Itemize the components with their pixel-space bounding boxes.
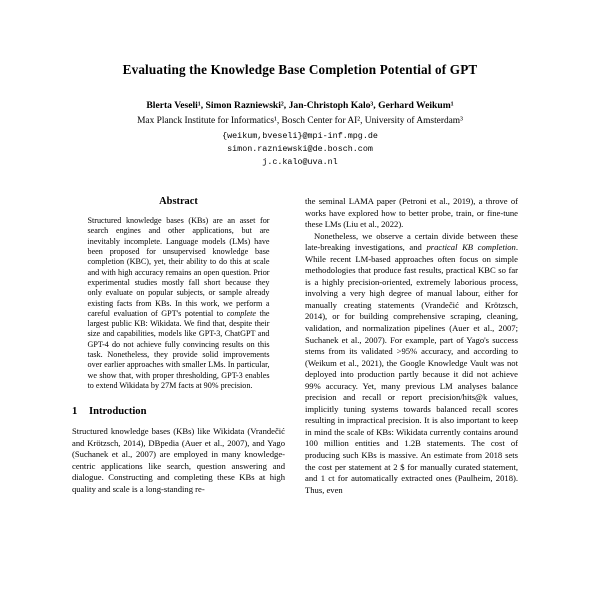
abstract-text-1: Structured knowledge bases (KBs) are an asset for search engines and other applications, but are inevitably incomplete. Language models (LMs) have been proposed for unsupervised knowledge base completion (KBC), yet, their ability to do this at scale and with high accuracy remains an open question. Prior experimental studies mostly fall short because they only evaluate on popular subjects, or sample already existing facts from KBs. In this work, we perform a careful evaluation of GPT's potential to (87, 216, 270, 318)
introduction-paragraph-1: Structured knowledge bases (KBs) like Wikidata (Vrandečić and Krötzsch, 2014), DBpedia (Auer et al., 2007), and Yago (Suchanek et al., 2007) are employed in many knowledge-centric applications like search, question answering and dialogue. Constructing and completing these KBs at high quality and scale is a long-standing re- (72, 426, 285, 494)
right-paragraph-2-text-1: Nonetheless, we observe a certain divide between these late-breaking investigations, and (305, 230, 518, 253)
section-title: Introduction (89, 406, 147, 418)
abstract-paragraph (88, 216, 270, 391)
affiliation-list (0, 115, 600, 128)
affiliation-list-text: Max Planck Institute for Informatics¹, Bosch Center for AI², University of Amsterdam³ (137, 115, 463, 126)
right-column-paragraph-1: the seminal LAMA paper (Petroni et al., 2019), a throve of works have explored how to better probe, train, or fine-tune these LMs (Liu et al., 2022). (305, 196, 518, 230)
left-column (72, 196, 285, 600)
email-line-2: simon.razniewski@de.bosch.com (227, 144, 373, 155)
abstract-block (88, 196, 270, 391)
email-line-3: j.c.kalo@uva.nl (262, 157, 338, 167)
author-list (0, 100, 600, 113)
right-column-paragraph-2 (305, 231, 518, 497)
title-block (0, 0, 600, 169)
section-heading-introduction (72, 406, 285, 419)
email-block (0, 130, 600, 168)
right-paragraph-2-text-2: . While recent LM-based approaches often focus on simple methodologies that produce fast results, practical KBC so far is a highly precision-oriented, extremely laborious process, involving a very high degree of manual labour, either for manually creating statements (Vrandečić and Krötzsch, 2014), or for building comprehensive scraping, cleaning, validation, and normalization pipelines (Auer et al., 2007; Suchanek et al., 2007). For example, part of Yago's success stems from its validated >95% accuracy, and according to (Weikum et al., 2021), the Google Knowledge Vault was not deployed into production partly because it did not achieve 99% accuracy. Yet, many previous LM analyses balance precision and recall or report precision/hits@k values, implicitly tuning systems towards balanced recall scores resulting in impractical precision. It is also important to keep in mind the scale of KBs: Wikidata currently contains around 100 million entities and 1.2B statements. The cost of producing such KBs is massive. An estimate from 2018 sets the cost per statement at 2 $ for manually curated statement, and 1 ct for automatically extracted ones (Paulheim, 2018). Thus, even (305, 242, 518, 495)
abstract-heading: Abstract (159, 196, 198, 207)
body-columns (0, 196, 600, 600)
abstract-text-2-italic: complete (226, 308, 257, 318)
page-title: Evaluating the Knowledge Base Completion Potential of GPT (122, 62, 478, 77)
section-number: 1 (72, 406, 78, 418)
abstract-text-3: the largest public KB: Wikidata. We find that, despite their size and capabilities, models like GPT-3, ChatGPT and GPT-4 do not achieve fully convincing results on this task. Nonetheless, they provide solid improvements over earlier approaches with smaller LMs. In particular, we show that, with proper thresholding, GPT-3 enables to extend Wikidata by 27M facts at 90% precision. (87, 308, 270, 390)
right-paragraph-2-italic: practical KB completion (426, 242, 516, 253)
email-line-1: {weikum,bveseli}@mpi-inf.mpg.de (222, 131, 378, 142)
introduction-body (72, 426, 285, 495)
author-list-text: Blerta Veseli¹, Simon Razniewski², Jan-Christoph Kalo³, Gerhard Weikum¹ (146, 99, 454, 111)
right-column (305, 196, 518, 600)
